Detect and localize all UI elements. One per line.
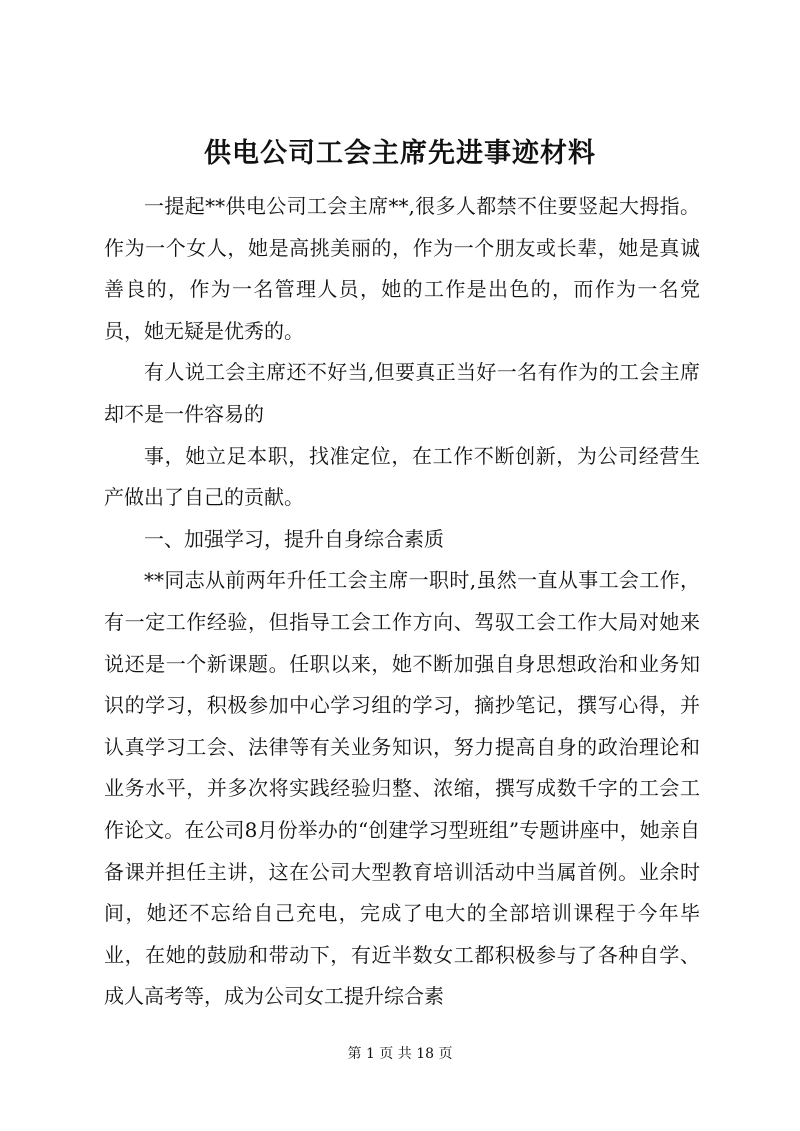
paragraph-contribution: 事，她立足本职，找准定位，在工作不断创新，为公司经营生产做出了自己的贡献。 <box>104 443 700 510</box>
paragraph-learning: **同志从前两年升任工会主席一职时,虽然一直从事工会工作，有一定工作经验，但指导工会工作方向、驾驭工会工作大局对她来说还是一个新课题。任职以来，她不断加强自身思想政治和业务知识的学习，积极参加中心学习组的学习，摘抄笔记，撰写心得，并认真学习工会、法律等有关业务知识，努力提高自身的政治理论和业务水平，并多次将实践经验归整、浓缩，撰写成数千字的工会工作论文。在公司8月份举办的“创建学习型班组”专题讲座中，她亲自备课并担任主讲，这在公司大型教育培训活动中当属首例。业余时间，她还不忘给自己充电，完成了电大的全部培训课程于今年毕业，在她的鼓励和带动下，有近半数女工都积极参与了各种自学、成人高考等，成为公司女工提升综合素 <box>104 568 700 1009</box>
page-number-footer: 第 1 页 共 18 页 <box>347 1046 453 1062</box>
document-body <box>104 186 700 1018</box>
paragraph-union-chair: 有人说工会主席还不好当,但要真正当好一名有作为的工会主席却不是一件容易的 <box>104 360 700 426</box>
document-title: 供电公司工会主席先进事迹材料 <box>204 138 596 169</box>
paragraph-intro: 一提起**供电公司工会主席**,很多人都禁不住要竖起大拇指。作为一个女人，她是高挑美丽的，作为一个朋友或长辈，她是真诚善良的，作为一名管理人员，她的工作是出色的，而作为一名党员，她无疑是优秀的。 <box>104 194 700 343</box>
section-heading-learning: 一、加强学习，提升自身综合素质 <box>144 526 444 551</box>
